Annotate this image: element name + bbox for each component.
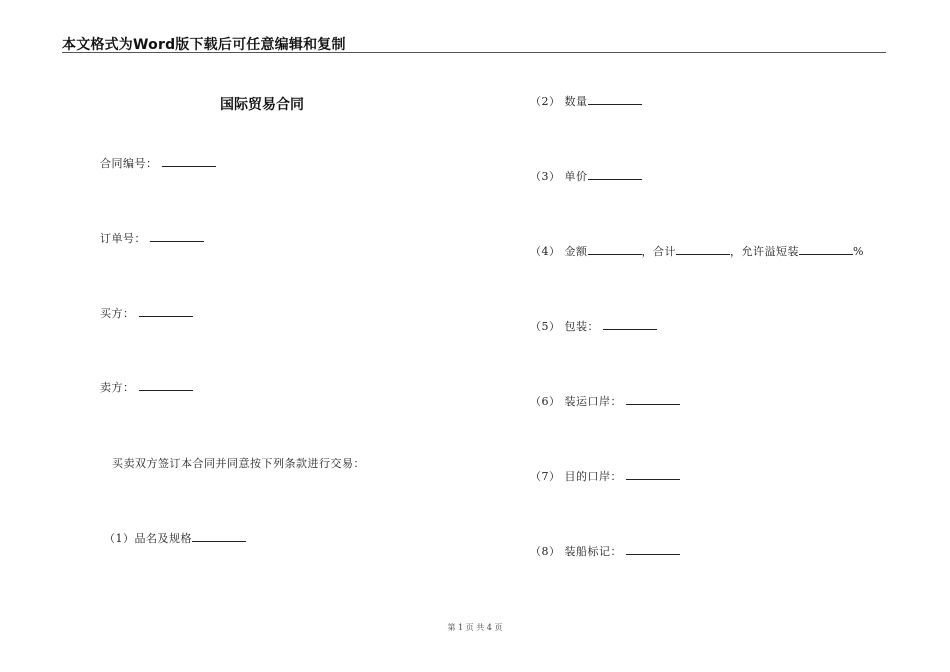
item-8-label: （8） 装船标记：: [530, 545, 622, 558]
item-4-line: [530, 243, 864, 259]
item-3-label: （3） 单价: [530, 170, 588, 183]
item-6-label: （6） 装运口岸：: [530, 395, 622, 408]
item-5-blank[interactable]: [603, 319, 657, 330]
buyer-blank[interactable]: [139, 306, 193, 317]
item-6-line: [530, 393, 680, 409]
item-2-blank[interactable]: [588, 94, 642, 105]
order-number-blank[interactable]: [150, 231, 204, 242]
item-6-blank[interactable]: [626, 394, 680, 405]
item-7-blank[interactable]: [626, 469, 680, 480]
item-1-blank[interactable]: [192, 531, 246, 542]
seller-blank[interactable]: [139, 380, 193, 391]
item-4-tolerance-blank[interactable]: [799, 244, 853, 255]
item-5-line: [530, 318, 657, 334]
item-7-label: （7） 目的口岸：: [530, 470, 622, 483]
contract-title: 国际贸易合同: [220, 97, 304, 113]
contract-number-line: [100, 155, 216, 171]
order-number-label: 订单号：: [100, 232, 146, 245]
item-3-line: [530, 168, 642, 184]
item-8-blank[interactable]: [626, 544, 680, 555]
item-4-total-blank[interactable]: [676, 244, 730, 255]
item-8-line: [530, 543, 680, 559]
seller-line: [100, 379, 193, 395]
page-footer: 第 1 页 共 4 页: [447, 623, 503, 632]
contract-number-blank[interactable]: [162, 156, 216, 167]
item-5-label: （5） 包装：: [530, 320, 599, 333]
buyer-label: 买方：: [100, 307, 135, 320]
item-3-blank[interactable]: [588, 169, 642, 180]
order-number-line: [100, 230, 204, 246]
item-4-label: （4） 金额: [530, 245, 588, 258]
contract-number-label: 合同编号：: [100, 157, 158, 170]
header-divider: [62, 52, 886, 53]
buyer-line: [100, 305, 193, 321]
item-1-label: （1）品名及规格: [104, 532, 192, 545]
item-4-total-label: ，合计: [641, 245, 676, 258]
item-7-line: [530, 468, 680, 484]
agreement-paragraph: 买卖双方签订本合同并同意按下列条款进行交易：: [112, 457, 365, 470]
document-header: 本文格式为Word版下载后可任意编辑和复制: [62, 37, 346, 53]
item-4-tolerance-label: ，允许溢短装: [730, 245, 799, 258]
item-1-line: [104, 530, 246, 546]
item-2-line: [530, 93, 642, 109]
seller-label: 卖方：: [100, 381, 135, 394]
item-4-amount-blank[interactable]: [588, 244, 642, 255]
item-2-label: （2） 数量: [530, 95, 588, 108]
item-4-percent-sign: %: [853, 245, 864, 258]
